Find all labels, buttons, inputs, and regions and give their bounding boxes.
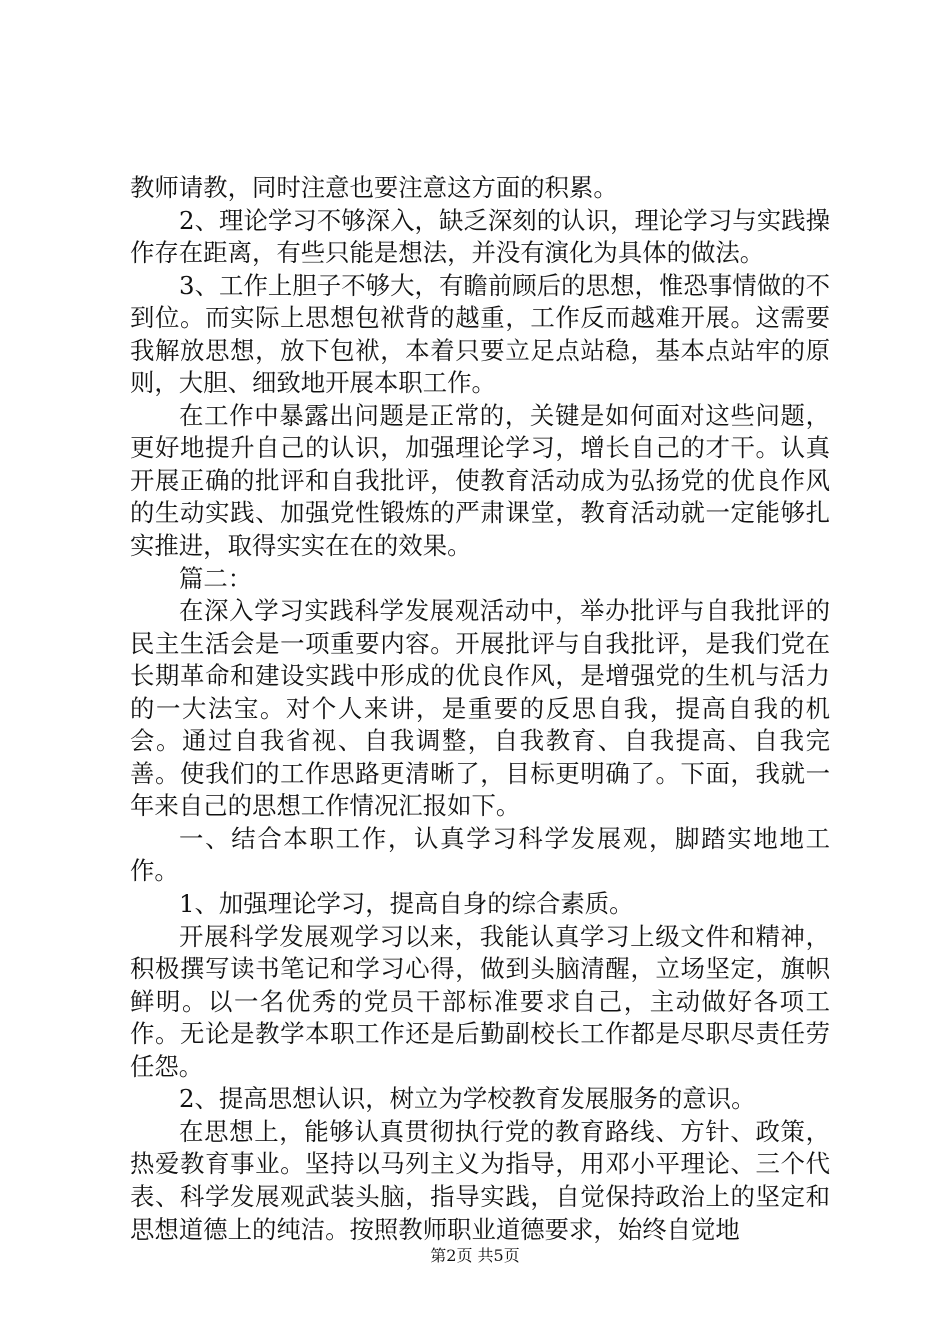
page-number: 第2页 共5页 <box>430 1246 520 1265</box>
paragraph: 开展科学发展观学习以来，我能认真学习上级文件和精神，积极撰写读书笔记和学习心得，做到头脑清醒，立场坚定，旗帜鲜明。以一名优秀的党员干部标准要求自己，主动做好各项工作。无论是教学本职工作还是后勤副校长工作都是尽职尽责任劳任怨。 <box>130 921 830 1081</box>
subsection-heading: 1、加强理论学习，提高自身的综合素质。 <box>179 889 634 919</box>
subsection-heading: 2、提高思想认识，树立为学校教育发展服务的意识。 <box>179 1084 756 1114</box>
document-body <box>130 172 830 1246</box>
section-heading: 一、结合本职工作，认真学习科学发展观，脚踏实地地工作。 <box>130 823 830 886</box>
paragraph: 2、理论学习不够深入，缺乏深刻的认识，理论学习与实践操作存在距离，有些只能是想法，并没有演化为具体的做法。 <box>130 205 830 268</box>
paragraph: 在深入学习实践科学发展观活动中，举办批评与自我批评的民主生活会是一项重要内容。开展批评与自我批评，是我们党在长期革命和建设实践中形成的优良作风，是增强党的生机与活力的一大法宝。对个人来讲，是重要的反思自我，提高自我的机会。通过自我省视、自我调整，自我教育、自我提高、自我完善。使我们的工作思路更清晰了，目标更明确了。下面，我就一年来自己的思想工作情况汇报如下。 <box>130 596 830 821</box>
section-heading: 篇二： <box>179 563 253 593</box>
paragraph: 教师请教，同时注意也要注意这方面的积累。 <box>130 173 618 202</box>
paragraph: 在思想上，能够认真贯彻执行党的教育路线、方针、政策，热爱教育事业。坚持以马列主义为指导，用邓小平理论、三个代表、科学发展观武装头脑，指导实践，自觉保持政治上的坚定和思想道德上的纯洁。按照教师职业道德要求，始终自觉地 <box>130 1116 830 1244</box>
page-footer <box>0 1246 950 1266</box>
paragraph: 3、工作上胆子不够大，有瞻前顾后的思想，惟恐事情做的不到位。而实际上思想包袱背的越重，工作反而越难开展。这需要我解放思想，放下包袱，本着只要立足点站稳，基本点站牢的原则，大胆、细致地开展本职工作。 <box>130 270 830 398</box>
paragraph: 在工作中暴露出问题是正常的，关键是如何面对这些问题，更好地提升自己的认识，加强理论学习，增长自己的才干。认真开展正确的批评和自我批评，使教育活动成为弘扬党的优良作风的生动实践、加强党性锻炼的严肃课堂，教育活动就一定能够扎实推进，取得实实在在的效果。 <box>130 400 830 561</box>
